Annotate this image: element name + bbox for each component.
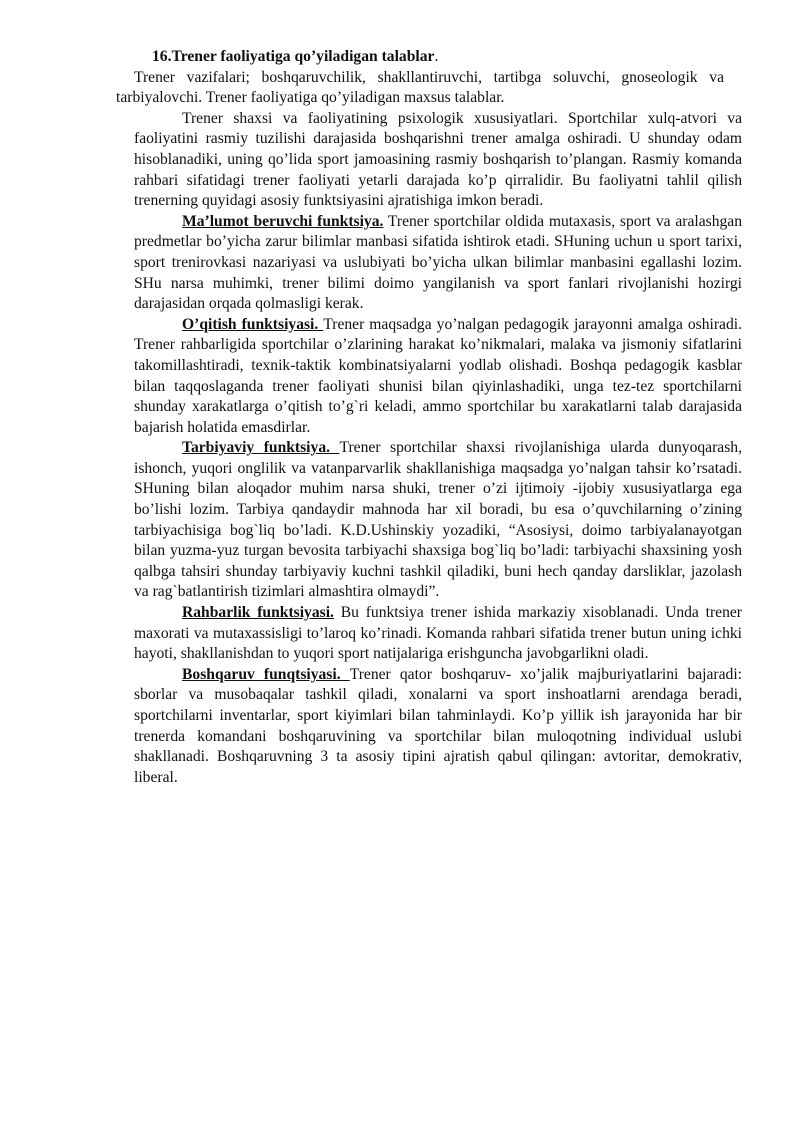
- section-title-tarbiyaviy: Tarbiyaviy funktsiya.: [182, 439, 340, 457]
- section-body-rahbarlik: Bu funktsiya trener ishida markaziy xisoblanadi. Unda trener maxorati va mutaxassisligi to’laroq ko’rinadi. Komanda rahbari sifatida trener butun uning ichki hayoti, shakllanishdan to yuqori sport natijalariga erishguncha javobgarlikni oladi.: [134, 604, 742, 663]
- section-body-malumot: Trener sportchilar oldida mutaxasis, sport va aralashgan predmetlar bo’yicha zarur bilimlar manbasi sifatida ishtirok etadi. SHuning uchun u sport tarixi, sport trenirovkasi nazariyasi va uslubiyati bo’yicha ulkan bilimlar manbasini egallashi lozim. SHu narsa muhimki, trener bilimi doimo yangilanish va sport fanlari rivojlanishi hozirgi darajasidan orqada qolmasligi kerak.: [134, 212, 743, 313]
- paragraph-oqitish: [134, 315, 742, 439]
- section-heading: [152, 47, 742, 68]
- heading-period: .: [434, 48, 439, 65]
- section-title-rahbarlik: Rahbarlik funktsiyasi.: [182, 604, 334, 622]
- section-body-oqitish: Trener maqsadga yo’nalgan pedagogik jarayonni amalga oshiradi. Trener rahbarligida sportchilar o’zlarining harakat ko’nikmalari, malaka va jismoniy sifatlarini takomillashtiradi, texnik-taktik kombinatsiyalarni yodlab olishadi. Boshqa pedagogik kasblar bilan taqqoslaganda trener faoliyati shunisi bilan qiyinlashadiki, unga tez-tez sportchilarni shunday xarakatlarga o’qitish to’g`ri keladi, ammo sportchilar bu xarakatlarni talab darajasida bajarish holatida emasdirlar.: [134, 315, 742, 436]
- heading-title: 16.Trener faoliyatiga qo’yiladigan talablar: [152, 48, 435, 65]
- document-body: [116, 47, 743, 788]
- section-title-oqitish: O’qitish funktsiyasi.: [182, 315, 324, 333]
- paragraph-malumot: [134, 212, 742, 315]
- section-title-boshqaruv: Boshqaruv funqtsiyasi.: [182, 665, 350, 683]
- section-body-boshqaruv: Trener qator boshqaruv- xo’jalik majburiyatlarini bajaradi: sborlar va musobaqalar tashkil qiladi, xonalarni va sport inshoatlarni arendaga beradi, sportchilarni inventarlar, sport kiyimlari bilan tahminlaydi. Ko’p yillik ish jarayonida har bir trenerda komandani boshqaruvining va sportchilar bilan muloqotning individual uslubi shakllanadi. Boshqaruvning 3 ta asosiy tipini ajratish qabul qilingan: avtoritar, demokrativ, liberal.: [134, 665, 743, 786]
- paragraph-boshqaruv: [134, 665, 742, 789]
- paragraph-trener-shaxsi: Trener shaxsi va faoliyatining psixologik xususiyatlari. Sportchilar xulq-atvori va faoliyatini rasmiy tuzilishi darajasida boshqarishni trener amalga oshiradi. U shunday odam hisoblanadiki, uning qo’lida sport jamoasining rasmiy boshqarish to’plangan. Rasmiy komanda rahbari sifatidagi trener faoliyati yetarli darajada ko’p qirralidir. Bu faoliyatni tahlil qilish trenerning quyidagi asosiy funktsiyasini ajratishiga imkon beradi.: [134, 109, 742, 210]
- intro-paragraph: Trener vazifalari; boshqaruvchilik, shakllantiruvchi, tartibga soluvchi, gnoseologik va tarbiyalovchi. Trener faoliyatiga qo’yiladigan maxsus talablar.: [116, 68, 724, 107]
- paragraph-tarbiyaviy: [134, 438, 742, 603]
- section-title-malumot: Ma’lumot beruvchi funktsiya.: [182, 212, 384, 230]
- section-body-tarbiyaviy: Trener sportchilar shaxsi rivojlanishiga ularda dunyoqarash, ishonch, yuqori onglilik va vatanparvarlik shakllanishiga maqsadga yo’nalgan tahsir ko’rsatadi. SHuning bilan aloqador muhim narsa shuki, trener o’zi ijtimoiy -ijobiy xususiyatlarga ega bo’lishi lozim. Tarbiya qandaydir mahnoda har xil boradi, bu esa o’quvchilarning o’zining tarbiyachisiga bog`liq bo’ladi. K.D.Ushinskiy yozadiki, “Asosiysi, doimo tarbiyalanayotgan bilan yuzma-yuz turgan bevosita tarbiyachi shaxsiga bog`liq bo’ladi: tarbiyachi shaxsining yosh qalbga tahsiri shunday tarbiyaviy kuchni tashkil qiladiki, buni hech qanday darsliklar, jazolash va rag`batlantirish tizimlari almashtira olmaydi”.: [134, 439, 742, 601]
- paragraph-rahbarlik: [134, 603, 742, 665]
